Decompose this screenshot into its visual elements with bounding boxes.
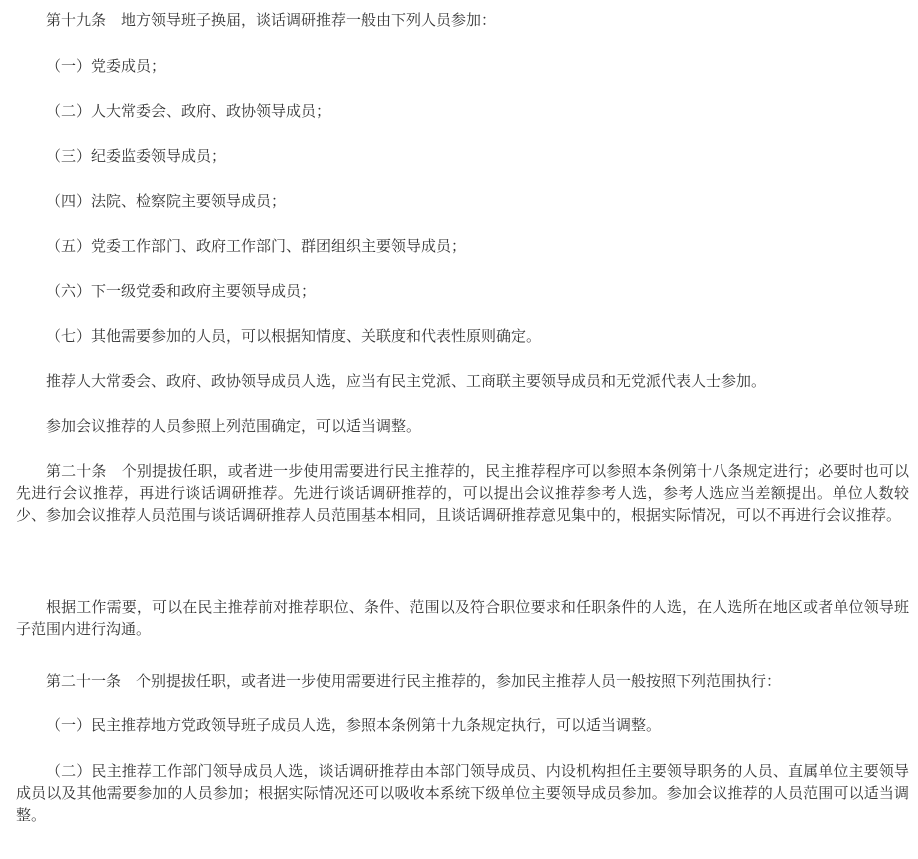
- article-21-heading: 第二十一条 个别提拔任职，或者进一步使用需要进行民主推荐的，参加民主推荐人员一般按照下列范围执行：: [46, 672, 782, 690]
- list-item-6: （六）下一级党委和政府主要领导成员；: [46, 282, 317, 300]
- list-item-5: （五）党委工作部门、政府工作部门、群团组织主要领导成员；: [46, 237, 467, 255]
- article-21-item-1: （一）民主推荐地方党政领导班子成员人选，参照本条例第十九条规定执行，可以适当调整。: [46, 716, 662, 734]
- list-item-2: （二）人大常委会、政府、政协领导成员；: [46, 102, 332, 120]
- list-item-7: （七）其他需要参加的人员，可以根据知情度、关联度和代表性原则确定。: [46, 327, 542, 345]
- paragraph-communication: 根据工作需要，可以在民主推荐前对推荐职位、条件、范围以及符合职位要求和任职条件的人选，在人选所在地区或者单位领导班子范围内进行沟通。: [16, 598, 909, 638]
- article-21-item-2: （二）民主推荐工作部门领导成员人选，谈话调研推荐由本部门领导成员、内设机构担任主要领导职务的人员、直属单位主要领导成员以及其他需要参加的人员参加；根据实际情况还可以吸收本系统下级单位主要领导成员参加。参加会议推荐的人员范围可以适当调整。: [16, 762, 909, 824]
- list-item-3: （三）纪委监委领导成员；: [46, 147, 227, 165]
- list-item-4: （四）法院、检察院主要领导成员；: [46, 192, 287, 210]
- paragraph-nomination-composition: 推荐人大常委会、政府、政协领导成员人选，应当有民主党派、工商联主要领导成员和无党派代表人士参加。: [46, 372, 767, 390]
- list-item-1: （一）党委成员；: [46, 57, 167, 75]
- article-20: 第二十条 个别提拔任职，或者进一步使用需要进行民主推荐的，民主推荐程序可以参照本条例第十八条规定进行；必要时也可以先进行会议推荐，再进行谈话调研推荐。先进行谈话调研推荐的，可以提出会议推荐参考人选，参考人选应当差额提出。单位人数较少、参加会议推荐人员范围与谈话调研推荐人员范围基本相同，且谈话调研推荐意见集中的，根据实际情况，可以不再进行会议推荐。: [16, 462, 909, 524]
- paragraph-meeting-participants: 参加会议推荐的人员参照上列范围确定，可以适当调整。: [46, 417, 422, 435]
- article-19-heading: 第十九条 地方领导班子换届，谈话调研推荐一般由下列人员参加：: [46, 11, 497, 29]
